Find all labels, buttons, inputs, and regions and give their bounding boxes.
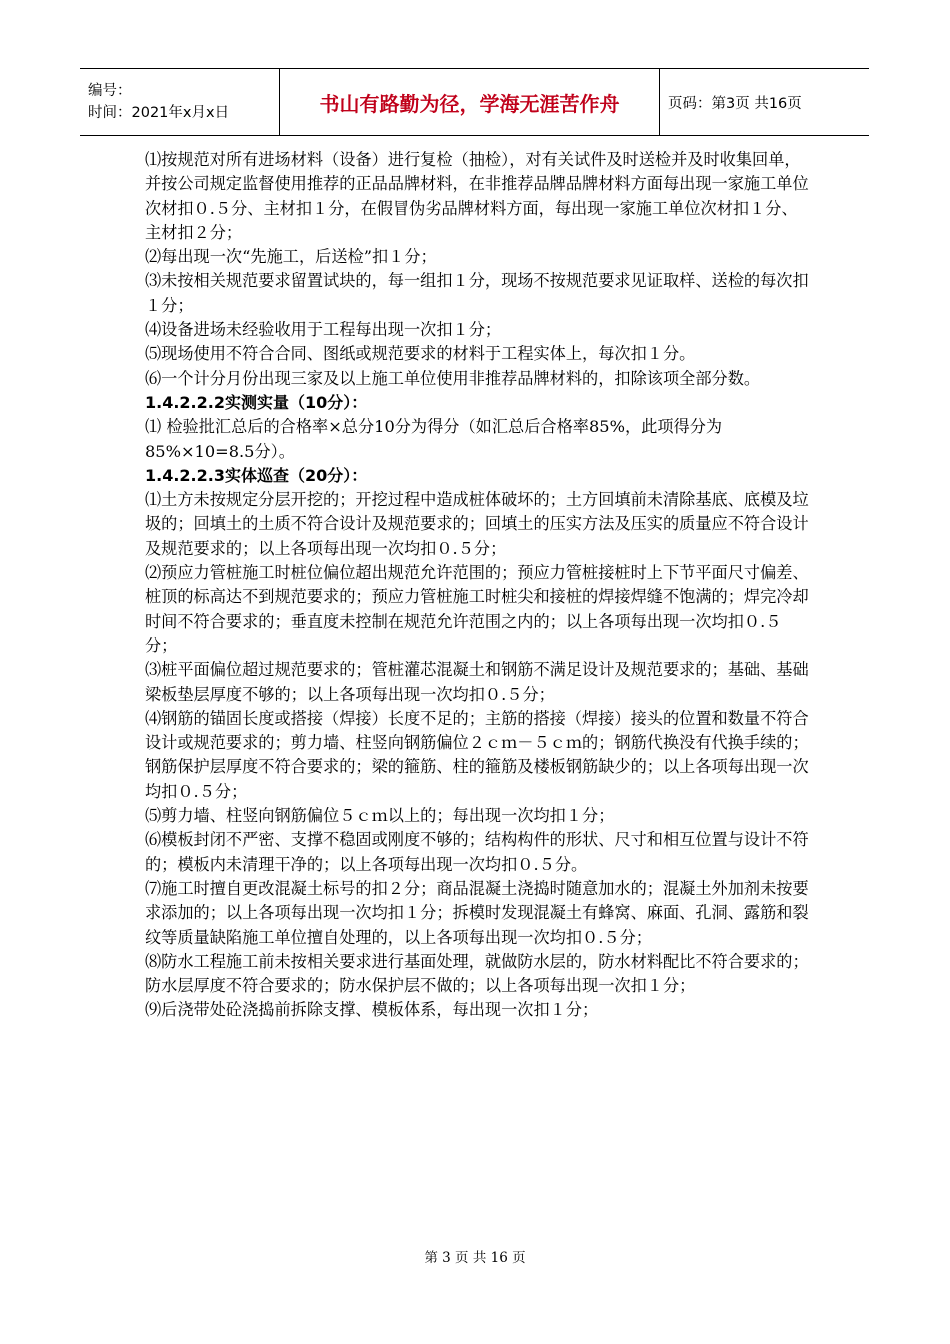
body-paragraph: ⑵预应力管桩施工时桩位偏位超出规范允许范围的；预应力管桩接桩时上下节平面尺寸偏差、桩顶的标高达不到规范要求的；预应力管桩施工时桩尖和接桩的焊接焊缝不饱满的；焊完冷却时间不符合要求的；垂直度未控制在规范允许范围之内的；以上各项每出现一次均扣０.５分； — [145, 563, 809, 655]
document-number-label: 编号： — [88, 83, 132, 99]
page-header — [80, 68, 869, 136]
body-paragraph: ⑷钢筋的锚固长度或搭接（焊接）长度不足的；主筋的搭接（焊接）接头的位置和数量不符合设计或规范要求的；剪力墙、柱竖向钢筋偏位２ｃｍ－５ｃｍ的；钢筋代换没有代换手续的；钢筋保护层厚度不符合要求的；梁的箍筋、柱的箍筋及楼板钢筋缺少的；以上各项每出现一次均扣０.５分； — [145, 708, 809, 801]
body-paragraph: ⑺施工时擅自更改混凝土标号的扣２分；商品混凝土浇捣时随意加水的；混凝土外加剂未按要求添加的；以上各项每出现一次均扣１分；拆模时发现混凝土有蜂窝、麻面、孔洞、露筋和裂纹等质量缺陷施工单位擅自处理的，以上各项每出现一次均扣０.５分； — [145, 878, 809, 947]
body-paragraph: ⑶桩平面偏位超过规范要求的；管桩灌芯混凝土和钢筋不满足设计及规范要求的；基础、基础梁板垫层厚度不够的；以上各项每出现一次均扣０.５分； — [145, 660, 809, 704]
section-heading: 1.4.2.2.2实测实量（10分）： — [145, 392, 368, 412]
footer-page-number: 第 3 页 共 16 页 — [424, 1250, 526, 1266]
body-paragraph: ⑷设备进场未经验收用于工程每出现一次扣１分； — [145, 320, 502, 340]
body-paragraph: ⑻防水工程施工前未按相关要求进行基面处理，就做防水层的，防水材料配比不符合要求的；防水层厚度不符合要求的；防水保护层不做的；以上各项每出现一次扣１分； — [145, 951, 809, 996]
body-paragraph: ⑴按规范对所有进场材料（设备）进行复检（抽检），对有关试件及时送检并及时收集回单，并按公司规定监督使用推荐的正品品牌材料，在非推荐品牌品牌材料方面每出现一家施工单位次材扣０.５分、主材扣１分，在假冒伪劣品牌材料方面，每出现一家施工单位次材扣１分、主材扣２分； — [145, 150, 809, 242]
body-paragraph: ⑶未按相关规范要求留置试块的，每一组扣１分，现场不按规范要求见证取样、送检的每次扣１分； — [145, 271, 809, 315]
section-heading: 1.4.2.2.3实体巡查（20分）： — [145, 465, 368, 485]
body-paragraph: ⑹模板封闭不严密、支撑不稳固或刚度不够的；结构构件的形状、尺寸和相互位置与设计不符的；模板内未清理干净的；以上各项每出现一次均扣０.５分。 — [145, 830, 809, 874]
body-paragraph: ⑸剪力墙、柱竖向钢筋偏位５ｃｍ以上的；每出现一次均扣１分； — [145, 806, 615, 826]
body-paragraph: ⑴ 检验批汇总后的合格率×总分10分为得分（如汇总后合格率85%，此项得分为85%×10=8.5分）。 — [145, 417, 723, 461]
document-date-label: 时间：2021年x月x日 — [88, 105, 230, 121]
body-paragraph: ⑹一个计分月份出现三家及以上施工单位使用非推荐品牌材料的，扣除该项全部分数。 — [145, 368, 761, 388]
header-motto — [280, 69, 660, 135]
document-body — [145, 148, 813, 1023]
body-paragraph: ⑴土方未按规定分层开挖的；开挖过程中造成桩体破坏的；土方回填前未清除基底、底模及垃圾的；回填土的土质不符合设计及规范要求的；回填土的压实方法及压实的质量应不符合设计及规范要求的；以上各项每出现一次均扣０.５分； — [145, 490, 809, 558]
body-paragraph: ⑼后浇带处砼浇捣前拆除支撑、模板体系，每出现一次扣１分； — [145, 1000, 599, 1020]
page-footer — [0, 1246, 950, 1266]
page-number-label: 页码：第3页 共16页 — [668, 95, 802, 112]
body-paragraph: ⑵每出现一次“先施工，后送检”扣１分； — [145, 247, 437, 267]
header-page-info — [660, 69, 869, 135]
body-paragraph: ⑸现场使用不符合合同、图纸或规范要求的材料于工程实体上，每次扣１分。 — [145, 344, 696, 364]
header-meta — [80, 69, 280, 135]
motto-text: 书山有路勤为径，学海无涯苦作舟 — [319, 91, 620, 116]
